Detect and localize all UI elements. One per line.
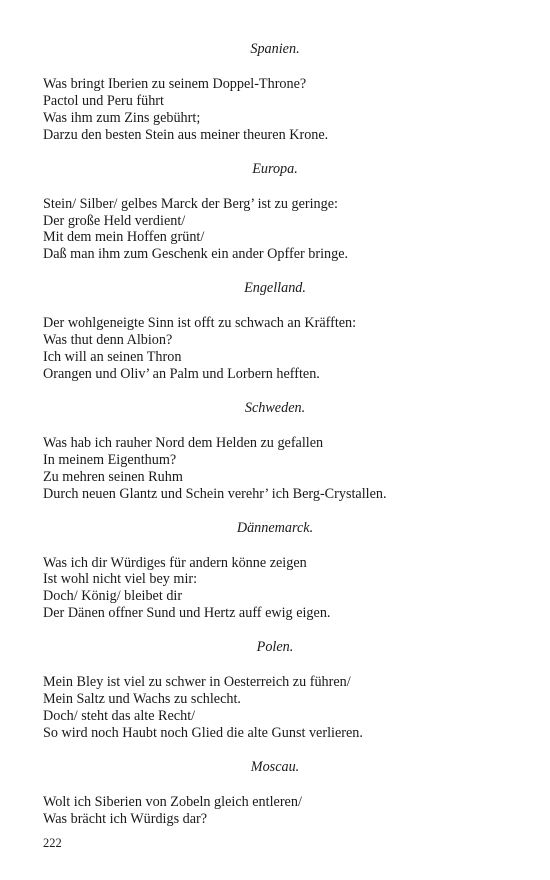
verse-line: Mein Bley ist viel zu schwer in Oesterreich zu führen/: [43, 674, 351, 691]
page-number: 222: [43, 836, 62, 850]
verse-line: Der große Held verdient/: [43, 212, 186, 229]
stanza-europa: [43, 196, 507, 264]
stanza-spanien: [43, 76, 507, 144]
stanza-engelland: [43, 315, 507, 383]
verse-line: Daß man ihm zum Geschenk ein ander Opffer bringe.: [43, 246, 349, 263]
verse-line: Was ich dir Würdiges für andern könne zeigen: [43, 554, 307, 571]
verse-line: Pactol und Peru führt: [43, 92, 164, 109]
verse-line: Durch neuen Glantz und Schein verehr’ ich Berg-Crystallen.: [43, 485, 387, 502]
section-heading-europa: Europa.: [252, 160, 298, 177]
verse-line: In meinem Eigenthum?: [43, 451, 177, 468]
verse-line: Zu mehren seinen Ruhm: [43, 468, 183, 485]
stanza-moscau: [43, 794, 507, 828]
verse-line: Was brächt ich Würdigs dar?: [43, 810, 208, 827]
section-heading-engelland: Engelland.: [244, 280, 306, 297]
verse-line: Ich will an seinen Thron: [43, 349, 182, 366]
verse-line: Ist wohl nicht viel bey mir:: [43, 571, 198, 588]
verse-line: Wolt ich Siberien von Zobeln gleich entleren/: [43, 793, 302, 810]
poem-page: [43, 41, 507, 828]
verse-line: Mit dem mein Hoffen grünt/: [43, 229, 205, 246]
stanza-daennemarck: [43, 555, 507, 623]
section-heading-moscau: Moscau.: [250, 758, 300, 775]
section-heading-spanien: Spanien.: [250, 41, 300, 57]
verse-line: Der wohlgeneigte Sinn ist offt zu schwach an Kräfften:: [43, 315, 357, 332]
verse-line: Darzu den besten Stein aus meiner theuren Krone.: [43, 126, 329, 143]
verse-line: So wird noch Haubt noch Glied die alte Gunst verlieren.: [43, 724, 363, 741]
verse-line: Der Dänen offner Sund und Hertz auff ewig eigen.: [43, 605, 331, 622]
stanza-schweden: [43, 435, 507, 503]
section-heading-daennemarck: Dännemarck.: [236, 519, 314, 536]
verse-line: Was thut denn Albion?: [43, 332, 173, 349]
verse-line: Was bringt Iberien zu seinem Doppel-Throne?: [43, 76, 307, 92]
verse-line: Was ihm zum Zins gebührt;: [43, 109, 201, 126]
stanza-polen: [43, 674, 507, 742]
verse-line: Was hab ich rauher Nord dem Helden zu gefallen: [43, 434, 324, 451]
section-heading-polen: Polen.: [256, 639, 294, 656]
verse-line: Doch/ steht das alte Recht/: [43, 707, 196, 724]
section-heading-schweden: Schweden.: [244, 399, 306, 416]
verse-line: Stein/ Silber/ gelbes Marck der Berg’ ist zu geringe:: [43, 195, 338, 212]
verse-line: Orangen und Oliv’ an Palm und Lorbern hefften.: [43, 365, 320, 382]
verse-line: Mein Saltz und Wachs zu schlecht.: [43, 691, 241, 708]
verse-line: Doch/ König/ bleibet dir: [43, 588, 183, 605]
